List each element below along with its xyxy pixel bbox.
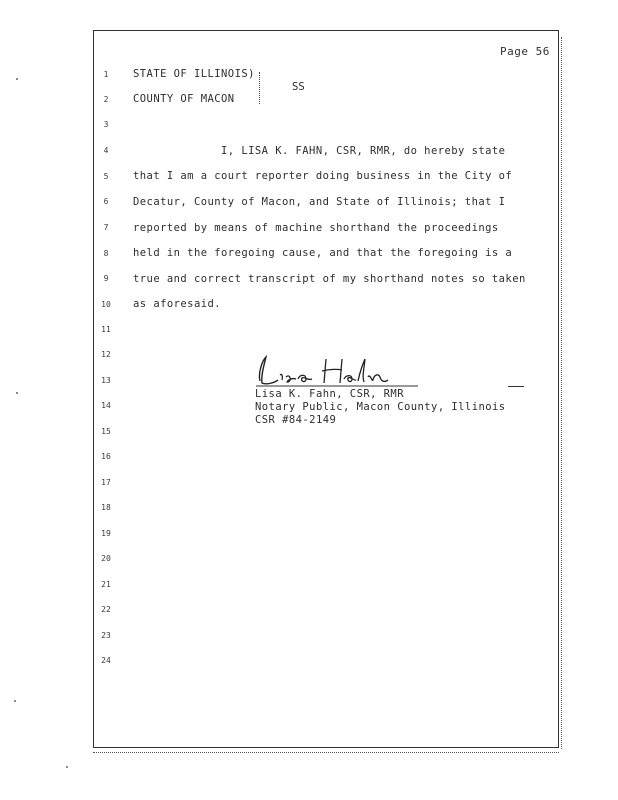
- page-number: Page 56: [500, 45, 550, 58]
- scan-speck: [66, 766, 68, 768]
- scan-speck: [16, 392, 18, 394]
- line-text: true and correct transcript of my shorthand notes so taken: [133, 273, 526, 285]
- line-number: 1: [103, 70, 109, 79]
- csr-license: CSR #84-2149: [255, 414, 337, 426]
- scan-speck: [14, 700, 16, 702]
- line-number: 14: [101, 401, 111, 410]
- line-text: held in the foregoing cause, and that the foregoing is a: [133, 247, 513, 259]
- line-number: 24: [101, 656, 111, 665]
- line-number: 16: [101, 452, 111, 461]
- line-text: STATE OF ILLINOIS): [133, 68, 255, 80]
- line-number: 17: [101, 478, 111, 487]
- bottom-rule: [93, 752, 559, 753]
- line-number: 10: [101, 300, 111, 309]
- line-number: 5: [103, 172, 109, 181]
- line-number: 18: [101, 503, 111, 512]
- line-number: 3: [103, 120, 109, 129]
- notary-title: Notary Public, Macon County, Illinois: [255, 401, 506, 413]
- line-text: that I am a court reporter doing business in the City of: [133, 170, 513, 182]
- line-number: 23: [101, 631, 111, 640]
- line-text: reported by means of machine shorthand the proceedings: [133, 222, 499, 234]
- line-number: 15: [101, 427, 111, 436]
- line-text: as aforesaid.: [133, 298, 222, 310]
- handwritten-signature: [252, 353, 422, 389]
- venue-bracket: [259, 72, 260, 104]
- line-number: 22: [101, 605, 111, 614]
- line-number: 11: [101, 325, 111, 334]
- line-number: 21: [101, 580, 111, 589]
- line-number: 7: [103, 223, 109, 232]
- venue-ss: SS: [292, 81, 305, 93]
- reporter-name: Lisa K. Fahn, CSR, RMR: [255, 388, 404, 400]
- signature-rule: [508, 386, 524, 387]
- line-number: 19: [101, 529, 111, 538]
- scan-speck: [16, 78, 18, 80]
- line-number: 2: [103, 95, 109, 104]
- line-number: 20: [101, 554, 111, 563]
- line-number: 8: [103, 249, 109, 258]
- signature-block: [255, 388, 506, 427]
- line-text: COUNTY OF MACON: [133, 93, 235, 105]
- line-text: I, LISA K. FAHN, CSR, RMR, do hereby state: [133, 145, 506, 157]
- line-text: Decatur, County of Macon, and State of Illinois; that I: [133, 196, 506, 208]
- line-number: 13: [101, 376, 111, 385]
- line-number: 9: [103, 274, 109, 283]
- line-number: 6: [103, 197, 109, 206]
- line-number: 12: [101, 350, 111, 359]
- line-number: 4: [103, 146, 109, 155]
